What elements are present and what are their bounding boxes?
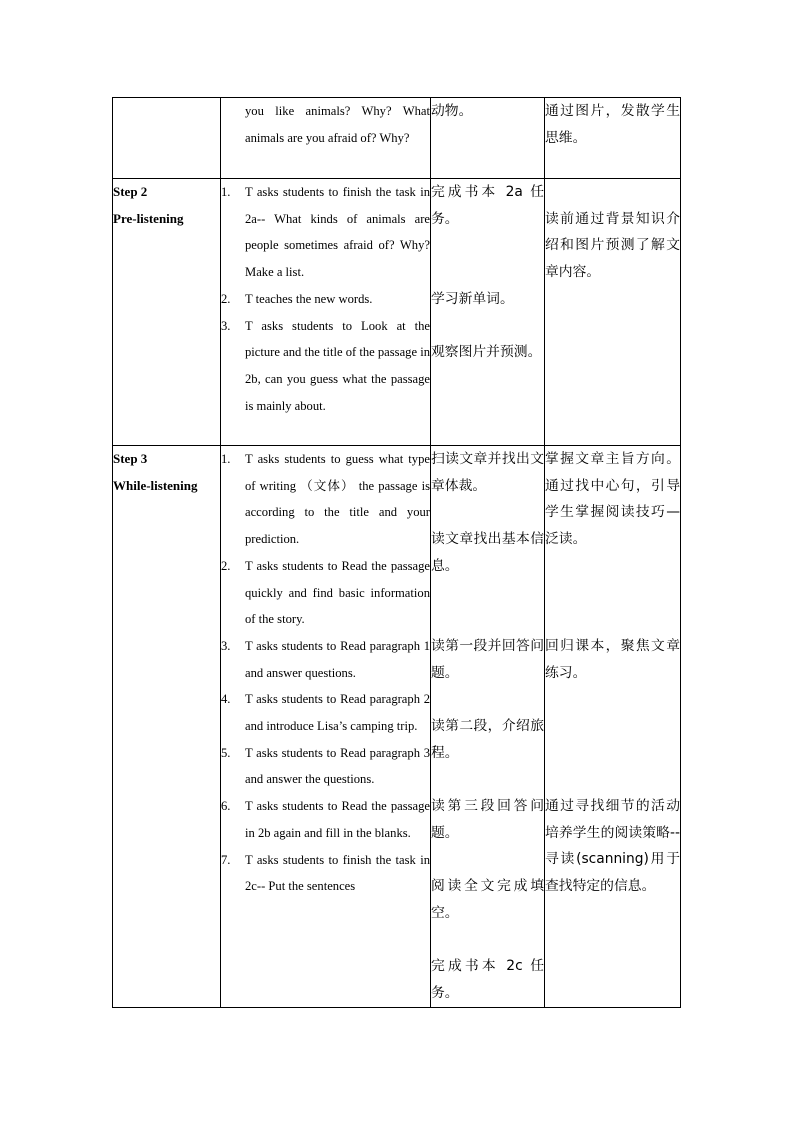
item-text: T asks students to Read paragraph 1 and answer questions.	[245, 638, 430, 680]
procedure-cell	[221, 179, 431, 446]
item-text: T asks students to Read paragraph 3 and answer the questions.	[245, 745, 430, 787]
list-item	[221, 686, 430, 739]
purpose-text: 通过寻找细节的活动培养学生的阅读策略--寻读(scanning)用于查找特定的信息。	[545, 797, 680, 895]
step-cell	[113, 179, 221, 446]
step-cell	[113, 98, 221, 179]
table-row	[113, 179, 681, 446]
list-item	[221, 740, 430, 793]
purpose-cell	[545, 179, 681, 446]
list-item	[221, 179, 430, 286]
step-phase: While-listening	[113, 477, 198, 493]
student-activity-text: 学习新单词。	[431, 290, 514, 307]
list-item	[221, 633, 430, 686]
step-cell	[113, 446, 221, 1008]
item-number: 3.	[221, 638, 231, 653]
item-number: 2.	[221, 558, 231, 573]
item-text: T asks students to Read paragraph 2 and introduce Lisa’s camping trip.	[245, 692, 430, 734]
step-phase: Pre-listening	[113, 210, 184, 226]
item-text: T asks students to Read the passage in 2b again and fill in the blanks.	[245, 799, 430, 840]
table-row	[113, 446, 681, 1008]
student-activity-text: 读文章找出基本信息。	[431, 531, 544, 574]
item-number: 5.	[221, 745, 231, 760]
purpose-text: 回归课本，聚焦文章练习。	[545, 637, 680, 681]
step-number: Step 2	[113, 184, 148, 199]
purpose-text: 掌握文章主旨方向。通过找中心句，引导学生掌握阅读技巧—泛读。	[545, 451, 680, 548]
item-text: T asks students to Read the passage quickly and find basic information of the story.	[245, 558, 430, 627]
purpose-text: 读前通过背景知识介绍和图片预测了解文章内容。	[545, 210, 680, 281]
list-item	[221, 553, 430, 633]
student-activity-text: 动物。	[431, 103, 473, 119]
item-text: T asks students to finish the task in 2a-- What kinds of animals are people sometimes afraid of? Why? Make a list.	[245, 185, 430, 280]
item-text: T asks students to Look at the picture and the title of the passage in 2b, can you guess what the passage is mainly about.	[245, 318, 430, 413]
lesson-plan-table	[112, 97, 681, 1008]
item-number: 1.	[221, 452, 231, 466]
list-item	[221, 793, 430, 846]
table-row	[113, 98, 681, 179]
item-number: 2.	[221, 291, 231, 306]
list-item	[221, 847, 430, 900]
purpose-text: 通过图片，发散学生思维。	[545, 103, 680, 146]
procedure-cell	[221, 98, 431, 179]
student-activity-text: 读第三段回答问题。	[431, 798, 544, 841]
list-item	[221, 286, 430, 313]
procedure-continuation: you like animals? Why? What animals are you afraid of? Why?	[245, 104, 430, 145]
student-activity-cell	[431, 98, 545, 179]
student-activity-text: 观察图片并预测。	[431, 344, 542, 361]
item-text: T asks students to finish the task in 2c-- Put the sentences	[245, 852, 430, 894]
item-number: 4.	[221, 692, 231, 707]
student-activity-text: 读第一段并回答问题。	[431, 637, 544, 681]
item-number: 7.	[221, 852, 231, 867]
student-activity-text: 读第二段，介绍旅程。	[431, 717, 544, 761]
item-text: T teaches the new words.	[245, 291, 373, 306]
student-activity-text: 阅读全文完成填空。	[431, 878, 544, 921]
purpose-cell	[545, 446, 681, 1008]
student-activity-cell	[431, 179, 545, 446]
step-number: Step 3	[113, 451, 148, 466]
list-item	[221, 313, 430, 420]
student-activity-text: 完成书本 2a 任务。	[431, 184, 544, 227]
item-text: T asks students to guess what type of writing （文体） the passage is according to the title and your prediction.	[245, 452, 430, 547]
item-number: 6.	[221, 799, 231, 814]
student-activity-text: 完成书本 2c 任务。	[431, 958, 544, 1001]
procedure-cell	[221, 446, 431, 1008]
student-activity-cell	[431, 446, 545, 1008]
item-number: 3.	[221, 318, 231, 333]
item-number: 1.	[221, 185, 231, 199]
list-item	[221, 446, 430, 553]
purpose-cell	[545, 98, 681, 179]
student-activity-text: 扫读文章并找出文章体裁。	[431, 451, 544, 494]
